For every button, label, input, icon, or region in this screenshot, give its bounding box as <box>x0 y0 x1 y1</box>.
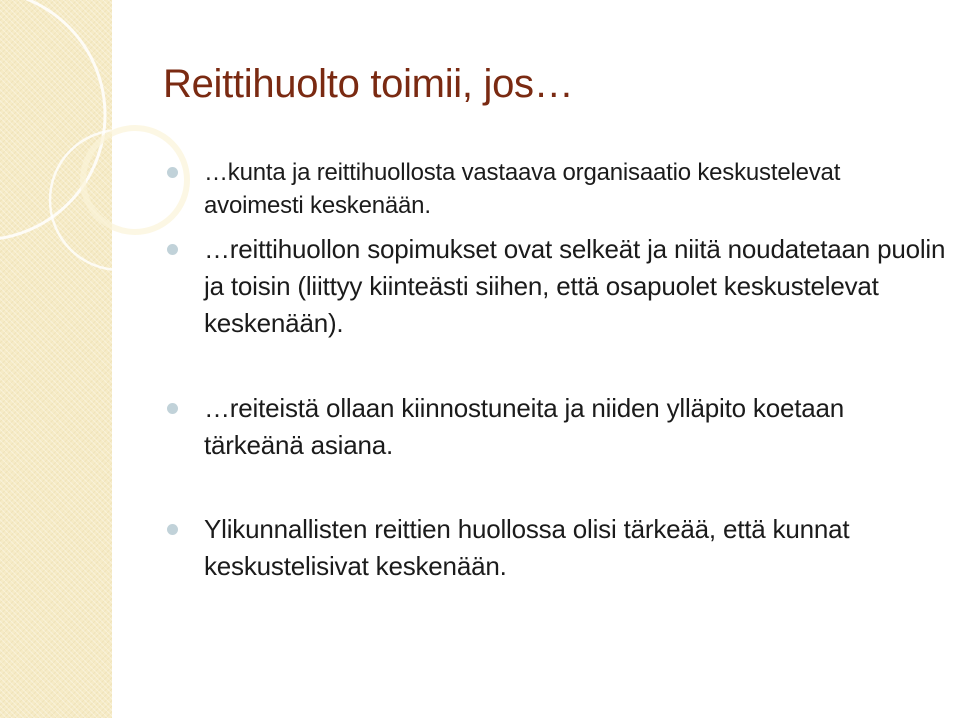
bullet-item <box>166 156 946 222</box>
bullet-text: Ylikunnallisten reittien huollossa olisi tärkeää, että kunnat keskustelisivat keskenään. <box>204 514 850 581</box>
bullet-item <box>166 390 946 464</box>
bullet-dot-icon <box>167 524 178 535</box>
bullet-text: …reittihuollon sopimukset ovat selkeät ja niitä noudatetaan puolin ja toisin (liittyy kiinteästi siihen, että osapuolet keskustelevat keskenään). <box>204 234 946 338</box>
slide-title: Reittihuolto toimii, jos… <box>163 62 574 106</box>
bullet-dot-icon <box>167 167 178 178</box>
bullet-item <box>166 231 946 342</box>
bullet-text: …kunta ja reittihuollosta vastaava organisaatio keskustelevat avoimesti keskenään. <box>204 159 841 219</box>
bullet-dot-icon <box>167 403 178 414</box>
bullet-list <box>166 156 946 585</box>
bullet-dot-icon <box>167 244 178 255</box>
bullet-item <box>166 511 946 585</box>
bullet-text: …reiteistä ollaan kiinnostuneita ja niiden ylläpito koetaan tärkeänä asiana. <box>204 393 845 460</box>
